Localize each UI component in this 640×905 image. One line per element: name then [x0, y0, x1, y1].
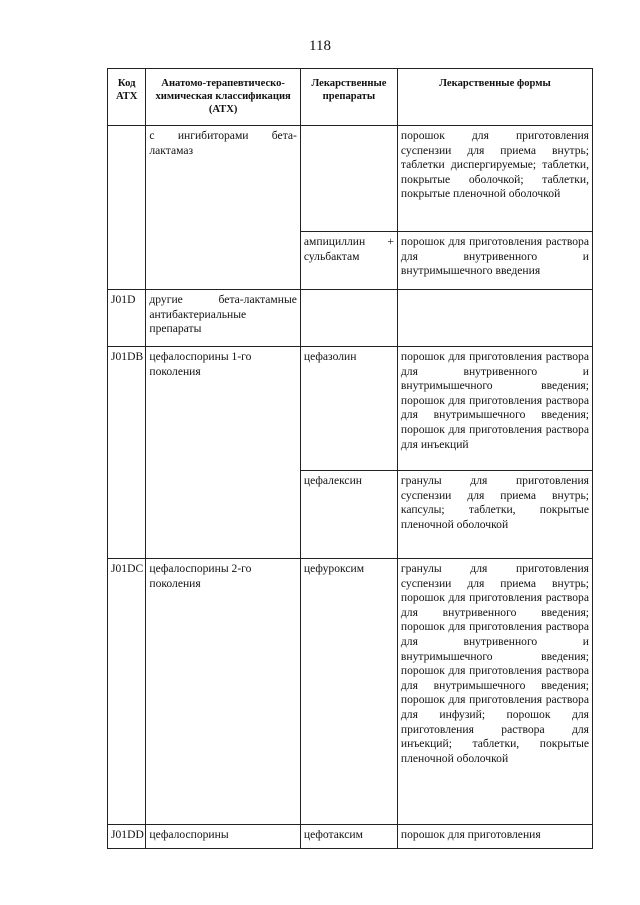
atx-classification-cell: цефалоспорины: [146, 825, 301, 849]
atx-drug-table: [107, 68, 593, 849]
drug-name-cell: [300, 126, 397, 232]
dosage-forms-cell: [397, 290, 592, 347]
drug-name-cell: [300, 290, 397, 347]
dosage-forms-cell: порошок для приготовления раствора для внутривенного и внутримышечного введения: [397, 232, 592, 290]
header-forms: Лекарственные формы: [397, 69, 592, 126]
table-row: [108, 825, 593, 849]
drug-name-cell: цефуроксим: [300, 559, 397, 825]
atx-code-cell: [108, 126, 146, 290]
header-code: Код АТХ: [108, 69, 146, 126]
atx-classification-cell: с ингибиторами бета-лактамаз: [146, 126, 301, 290]
header-drugs: Лекарственные препараты: [300, 69, 397, 126]
atx-classification-cell: [146, 347, 301, 559]
drug-name-cell: цефазолин: [300, 347, 397, 471]
table-row: [108, 126, 593, 232]
header-classification: Анатомо-терапевтическо-химическая классификация (АТХ): [146, 69, 301, 126]
drug-name-cell: ампициллин + сульбактам: [300, 232, 397, 290]
table-row: [108, 290, 593, 347]
atx-classification-text: цефалоспорины 1-го поколения: [149, 350, 252, 378]
table-row: [108, 347, 593, 471]
atx-classification-cell: [146, 559, 301, 825]
atx-code-cell: J01DD: [108, 825, 146, 849]
atx-classification-cell: другие бета-лактамные антибактериальные препараты: [146, 290, 301, 347]
dosage-forms-cell: порошок для приготовления раствора для внутривенного и внутримышечного введения; порошок для приготовления раствора для внутримышечного введения; порошок для приготовления раствора для инъекций: [397, 347, 592, 471]
atx-classification-text: цефалоспорины 2-го поколения: [149, 562, 252, 590]
dosage-forms-cell: гранулы для приготовления суспензии для приема внутрь; порошок для приготовления раствора для внутривенного введения; порошок для приготовления раствора для внутривенного и внутримышечного введения; порошок для приготовления раствора для внутримышечного введения; порошок для приготовления раствора для инфузий; порошок для приготовления раствора для инъекций; таблетки, покрытые пленочной оболочкой: [397, 559, 592, 825]
atx-code-cell: J01DB: [108, 347, 146, 559]
dosage-forms-cell: гранулы для приготовления суспензии для приема внутрь; капсулы; таблетки, покрытые пленочной оболочкой: [397, 471, 592, 559]
table-header-row: [108, 69, 593, 126]
drug-name-cell: цефалексин: [300, 471, 397, 559]
atx-code-cell: J01D: [108, 290, 146, 347]
atx-code-cell: J01DC: [108, 559, 146, 825]
table-row: [108, 559, 593, 825]
drug-name-cell: цефотаксим: [300, 825, 397, 849]
dosage-forms-cell: порошок для приготовления: [397, 825, 592, 849]
dosage-forms-cell: порошок для приготовления суспензии для приема внутрь; таблетки диспергируемые; таблетки, покрытые оболочкой; таблетки, покрытые пленочной оболочкой: [397, 126, 592, 232]
page-number: 118: [309, 38, 331, 54]
